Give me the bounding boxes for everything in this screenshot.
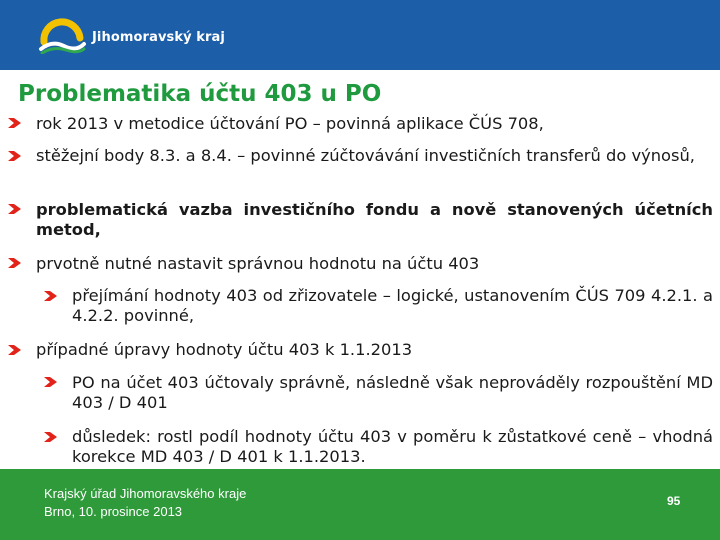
arrow-bullet-icon [8,258,21,268]
arrow-bullet-icon [44,291,57,301]
page-number: 95 [667,494,681,508]
bullet-item-4: prvotně nutné nastavit správnou hodnotu na účtu 403 [36,254,480,273]
brand-name: Jihomoravský kraj [92,30,225,45]
header-bar [0,0,720,70]
sub-bullet-item-2: PO na účet 403 účtovaly správně, následně však neprováděly rozpouštění MD 403 / D 401 [72,373,713,412]
bullet-item-1: rok 2013 v metodice účtování PO – povinná aplikace ČÚS 708, [36,114,544,133]
slide-title: Problematika účtu 403 u PO [18,81,382,107]
footer-date: Brno, 10. prosince 2013 [44,504,183,519]
arrow-bullet-icon [8,118,21,128]
sub-bullet-item-3: důsledek: rostl podíl hodnoty účtu 403 v poměru k zůstatkové ceně – vhodná korekce MD 403 / D 401 k 1.1.2013. [72,427,713,466]
footer-text [44,485,246,521]
bullet-item-5: případné úpravy hodnoty účtu 403 k 1.1.2013 [36,340,413,359]
region-logo-icon [38,16,86,54]
bullet-item-2: stěžejní body 8.3. a 8.4. – povinné zúčtovávání investičních transferů do výnosů, [36,146,695,165]
sub-bullet-item-1: přejímání hodnoty 403 od zřizovatele – logické, ustanovením ČÚS 709 4.2.1. a 4.2.2. povinné, [72,286,713,325]
arrow-bullet-icon [8,204,21,214]
arrow-bullet-icon [8,151,21,161]
arrow-bullet-icon [8,345,21,355]
arrow-bullet-icon [44,377,57,387]
arrow-bullet-icon [44,432,57,442]
footer-organization: Krajský úřad Jihomoravského kraje [44,486,247,501]
bullet-item-3: problematická vazba investičního fondu a nově stanovených účetních metod, [36,200,713,239]
